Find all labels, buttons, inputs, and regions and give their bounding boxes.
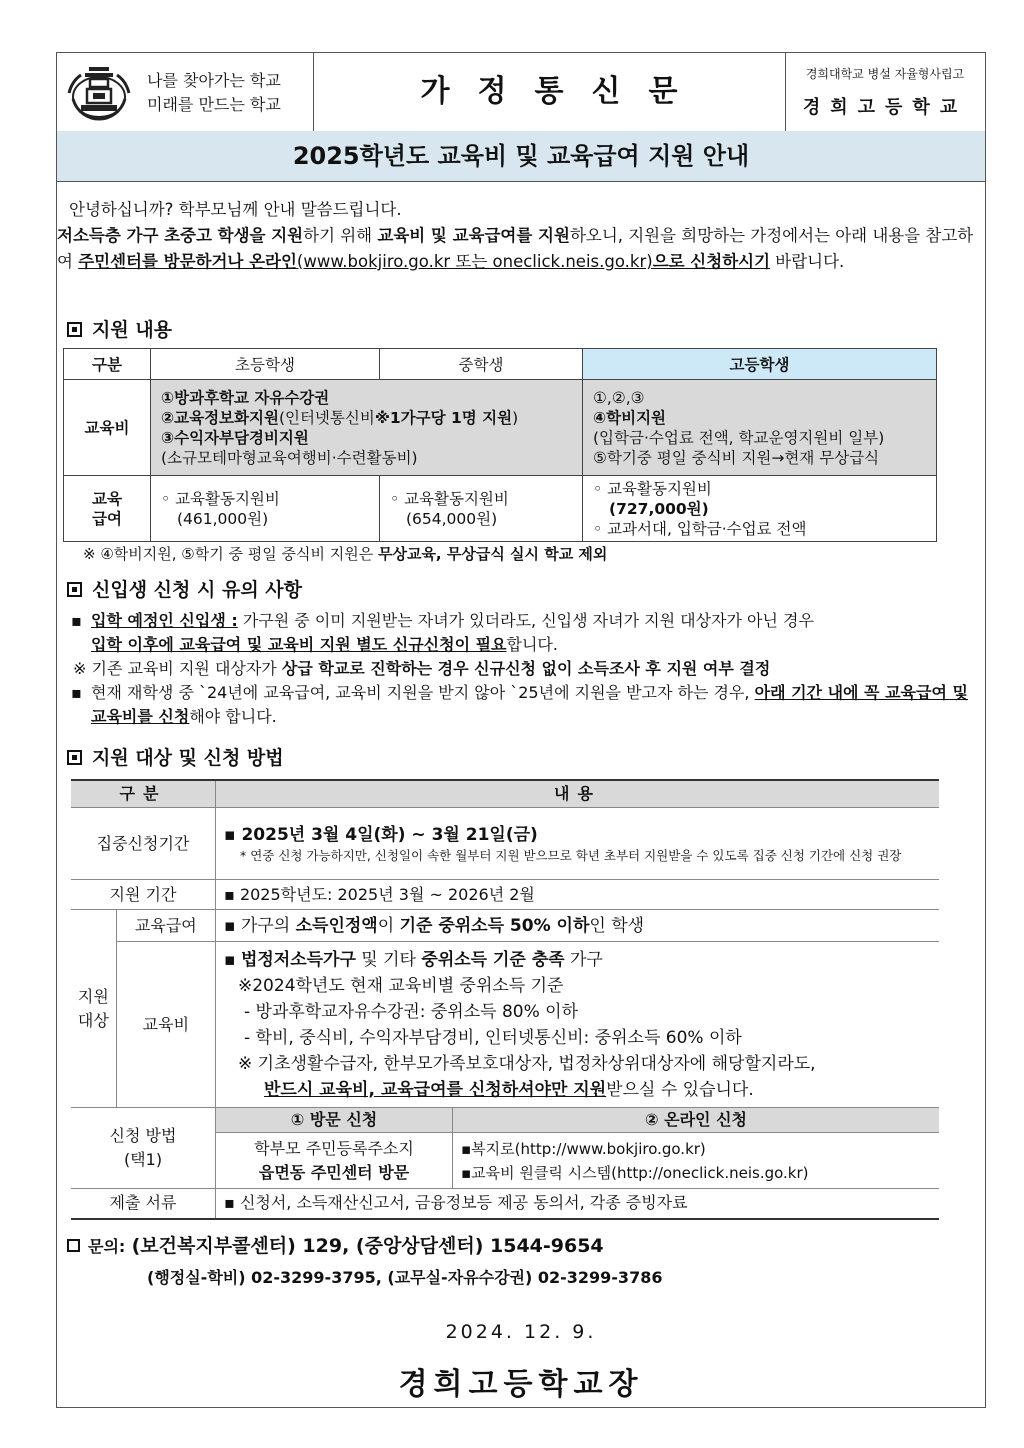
edu-benefit-criteria: ▪ 가구의 소득인정액이 기준 중위소득 50% 이하인 학생 <box>216 910 940 942</box>
letter-header <box>57 53 985 132</box>
th-category: 구분 <box>64 349 151 380</box>
section-freshman-notes: 신입생 신청 시 유의 사항 <box>67 575 302 602</box>
school-slogan <box>147 69 281 117</box>
th-category: 구분 <box>71 780 216 808</box>
th-elementary: 초등학생 <box>151 349 380 380</box>
apply-online-detail: ▪복지로(http://www.bokjiro.go.kr) ▪교육비 원클릭 시스템(http://oneclick.neis.go.kr) <box>453 1133 940 1189</box>
docs-label: 제출 서류 <box>71 1189 216 1219</box>
edu-cost-elem-middle: ①방과후학교 자유수강권 ②교육정보화지원(인터넷통신비※1가구당 1명 지원) ③수익자부담경비지원 (소규모테마형교육여행비·수련활동비) <box>151 380 583 476</box>
th-high: 고등학생 <box>583 349 937 380</box>
support-period-label: 지원 기간 <box>71 880 216 910</box>
issue-date: 2024. 12. 9. <box>445 1321 597 1343</box>
edu-benefit-elem: ◦ 교육활동지원비 (461,000원) <box>151 476 380 542</box>
square-bullet-icon <box>67 322 82 337</box>
edu-cost-high: ①,②,③ ④학비지원 (입학금·수업료 전액, 학교운영지원비 일부) ⑤학기중 평일 중식비 지원→현재 무상급식 <box>583 380 937 476</box>
square-bullet-icon <box>67 750 82 765</box>
th-middle: 중학생 <box>380 349 583 380</box>
edu-benefit-label: 교육급여 <box>116 910 215 942</box>
notice-title: 2025학년도 교육비 및 교육급여 지원 안내 <box>57 131 985 182</box>
intro-text <box>57 197 985 275</box>
section-eligibility: 지원 대상 및 신청 방법 <box>67 743 284 770</box>
support-content-table <box>63 348 937 542</box>
intro-paragraph: 저소득층 가구 초중고 학생을 지원하기 위해 교육비 및 교육급여를 지원하오니, 지원을 희망하는 가정에서는 아래 내용을 참고하여 주민센터를 방문하거나 온라인(www.bokjiro.go.kr 또는 oneclick.neis.go.kr)으로 신청하시기 바랍니다. <box>57 226 974 271</box>
slogan-line-2: 미래를 만드는 학교 <box>147 95 281 114</box>
square-bullet-icon <box>67 582 82 597</box>
note-line-3: ▪ 현재 재학생 중 `24년에 교육급여, 교육비 지원을 받지 않아 `25년에 지원을 받고자 하는 경우, 아래 기간 내에 꼭 교육급여 및 교육비를 신청해야 합니다. <box>71 683 968 726</box>
contact-line-1: 문의: (보건복지부콜센터) 129, (중앙상담센터) 1544-9654 <box>67 1231 604 1262</box>
org-name: 경희고등학교 <box>802 97 968 118</box>
principal-signature: 경희고등학교장 <box>398 1367 644 1402</box>
contact-line-2: (행정실-학비) 02-3299-3795, (교무실-자유수강권) 02-3299-3786 <box>147 1268 663 1287</box>
edu-benefit-middle: ◦ 교육활동지원비 (654,000원) <box>380 476 583 542</box>
apply-online-title: ② 온라인 신청 <box>453 1108 940 1133</box>
support-note: ※ ④학비지원, ⑤학기 중 평일 중식비 지원은 무상교육, 무상급식 실시 학교 제외 <box>83 545 608 563</box>
eligibility-table <box>71 779 939 1220</box>
note-line-2: ※ 기존 교육비 지원 대상자가 상급 학교로 진학하는 경우 신규신청 없이 소득조사 후 지원 여부 결정 <box>73 659 771 678</box>
apply-label: 신청 방법 (택1) <box>71 1108 216 1189</box>
square-bullet-icon <box>67 1239 80 1252</box>
edu-cost-criteria: ▪ 법정저소득가구 및 기타 중위소득 기준 충족 가구 ※2024학년도 현재 교육비별 중위소득 기준 - 방과후학교자유수강권: 중위소득 80% 이하 - 학비, 중식비, 수익자부담경비, 인터넷통신비: 중위소득 60% 이하 ※ 기초생활수급자, 한부모가족보호대상자, 법정차상위대상자에 해당할지라도, 반드시 교육비, 교육급여를 신청하셔야만 지원받으실 수 있습니다. <box>216 942 940 1108</box>
freshman-notes <box>67 609 985 729</box>
support-period-value: ▪ 2025학년도: 2025년 3월 ~ 2026년 2월 <box>216 880 940 910</box>
school-emblem-icon <box>63 63 135 123</box>
row-edu-benefit-label: 교육 급여 <box>64 476 151 542</box>
edu-cost-label: 교육비 <box>116 942 215 1108</box>
document-page <box>56 52 986 1408</box>
row-edu-cost-label: 교육비 <box>64 380 151 476</box>
note-line-1: ▪ 입학 예정인 신입생 : 가구원 중 이미 지원받는 자녀가 있더라도, 신입생 자녀가 지원 대상자가 아닌 경우 <box>71 611 814 630</box>
edu-benefit-high: ◦ 교육활동지원비 (727,000원) ◦ 교과서대, 입학금·수업료 전액 <box>583 476 937 542</box>
period-cell: ▪ 2025년 3월 4일(화) ~ 3월 21일(금) * 연중 신청 가능하지만, 신청일이 속한 월부터 지원 받으므로 학년 초부터 지원받을 수 있도록 집중 신청 기간에 신청 권장 <box>216 808 940 880</box>
letter-title: 가정통신문 <box>420 74 706 109</box>
org-subtitle: 경희대학교 병설 자율형사립고 <box>805 67 965 81</box>
target-label: 지원 대상 <box>71 910 116 1108</box>
greeting: 안녕하십니까? 학부모님께 안내 말씀드립니다. <box>69 200 402 219</box>
slogan-line-1: 나를 찾아가는 학교 <box>147 71 281 90</box>
apply-visit-title: ① 방문 신청 <box>216 1108 453 1133</box>
note-line-1b: 입학 이후에 교육급여 및 교육비 지원 별도 신규신청이 필요합니다. <box>91 635 558 654</box>
apply-visit-detail: 학부모 주민등록주소지 읍면동 주민센터 방문 <box>216 1133 453 1189</box>
docs-value: ▪ 신청서, 소득재산신고서, 금융정보등 제공 동의서, 각종 증빙자료 <box>216 1189 940 1219</box>
period-label: 집중신청기간 <box>71 808 216 880</box>
th-content: 내용 <box>216 780 940 808</box>
section-support-content: 지원 내용 <box>67 315 172 342</box>
